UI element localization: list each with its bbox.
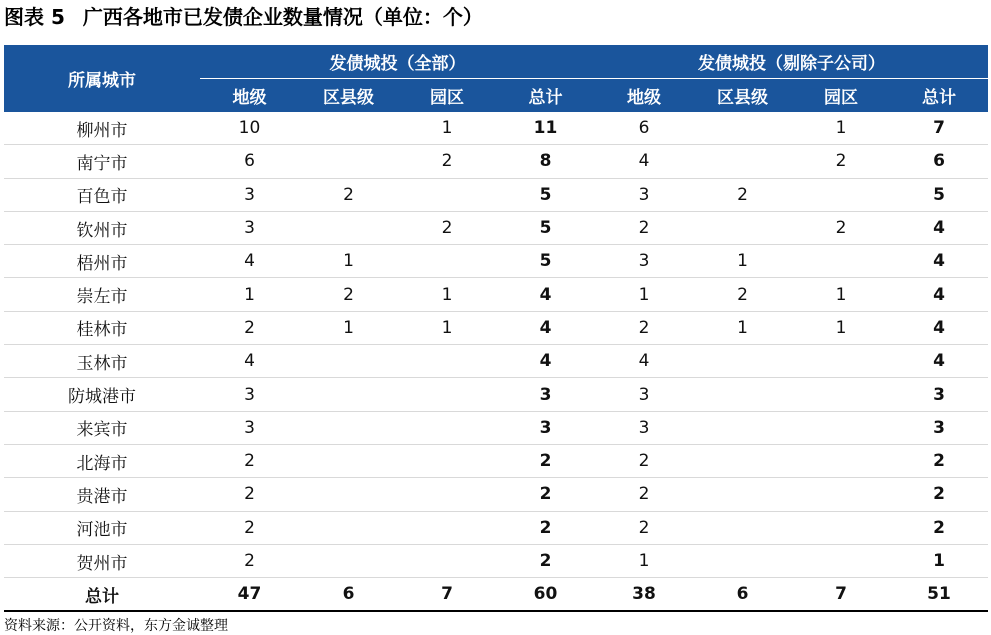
table-cell: 1 (398, 112, 496, 145)
table-cell (299, 112, 398, 145)
table-cell (693, 444, 792, 477)
table-cell (792, 444, 890, 477)
table-cell (299, 444, 398, 477)
table-cell: 4 (496, 311, 595, 344)
table-cell: 1 (398, 311, 496, 344)
table-cell: 4 (496, 278, 595, 311)
table-row (4, 211, 988, 244)
table-cell (693, 378, 792, 411)
figure-title-text: 广西各地市已发债企业数量情况（单位：个） (82, 5, 483, 29)
city-name: 崇左市 (4, 278, 200, 311)
table-cell: 2 (792, 145, 890, 178)
table-cell: 2 (890, 478, 988, 511)
table-cell (792, 411, 890, 444)
table-cell: 1 (693, 311, 792, 344)
table-cell: 3 (200, 178, 299, 211)
table-cell: 2 (398, 145, 496, 178)
table-cell: 6 (200, 145, 299, 178)
table-cell (693, 478, 792, 511)
table-cell: 2 (890, 444, 988, 477)
table-cell: 2 (299, 178, 398, 211)
table-row (4, 245, 988, 278)
total-cell: 7 (792, 578, 890, 612)
total-cell: 60 (496, 578, 595, 612)
table-cell: 3 (496, 411, 595, 444)
header-row-groups (4, 45, 988, 79)
table-cell: 2 (693, 178, 792, 211)
total-row (4, 578, 988, 612)
city-name: 桂林市 (4, 311, 200, 344)
table-cell: 6 (595, 112, 693, 145)
table-cell: 4 (890, 278, 988, 311)
table-cell: 2 (792, 211, 890, 244)
table-cell (693, 145, 792, 178)
group-header-excl-subsidiaries: 发债城投（剔除子公司） (595, 45, 988, 79)
table-cell: 2 (496, 444, 595, 477)
subheader-total: 总计 (890, 79, 988, 113)
table-cell: 3 (890, 411, 988, 444)
subheader-county: 区县级 (299, 79, 398, 113)
table-cell (398, 245, 496, 278)
subheader-county: 区县级 (693, 79, 792, 113)
table-cell (792, 544, 890, 577)
table-cell: 2 (693, 278, 792, 311)
table-cell (792, 245, 890, 278)
table-cell: 1 (299, 311, 398, 344)
table-cell: 2 (595, 211, 693, 244)
table-row (4, 178, 988, 211)
city-name: 百色市 (4, 178, 200, 211)
source-note: 资料来源：公开资料，东方金诚整理 (4, 618, 228, 634)
figure-title (4, 2, 483, 38)
table-cell: 4 (496, 345, 595, 378)
table-cell: 1 (299, 245, 398, 278)
table-cell: 2 (595, 511, 693, 544)
table-cell (299, 478, 398, 511)
table-cell: 1 (200, 278, 299, 311)
table-cell: 1 (792, 311, 890, 344)
city-name: 北海市 (4, 444, 200, 477)
table-cell: 5 (496, 211, 595, 244)
table-row (4, 378, 988, 411)
table-cell: 1 (595, 544, 693, 577)
city-name: 柳州市 (4, 112, 200, 145)
total-cell: 6 (693, 578, 792, 612)
table-cell: 1 (792, 112, 890, 145)
table-cell: 3 (200, 211, 299, 244)
city-column-header: 所属城市 (4, 45, 200, 112)
table-cell: 4 (200, 345, 299, 378)
total-cell: 6 (299, 578, 398, 612)
table-cell: 1 (693, 245, 792, 278)
subheader-prefecture: 地级 (595, 79, 693, 113)
table-cell (792, 478, 890, 511)
table-cell: 2 (595, 444, 693, 477)
table-cell (398, 178, 496, 211)
table-cell: 3 (890, 378, 988, 411)
table-cell (299, 145, 398, 178)
table-row (4, 345, 988, 378)
table-cell: 2 (595, 478, 693, 511)
figure-number: 图表 5 (4, 5, 65, 29)
table-cell: 4 (595, 145, 693, 178)
table-row (4, 478, 988, 511)
table-cell: 3 (595, 245, 693, 278)
table-row (4, 444, 988, 477)
total-cell: 47 (200, 578, 299, 612)
table-cell: 4 (890, 311, 988, 344)
total-cell: 51 (890, 578, 988, 612)
table-cell: 3 (200, 411, 299, 444)
table-cell: 4 (595, 345, 693, 378)
table-cell: 2 (299, 278, 398, 311)
city-bond-table (4, 45, 988, 612)
table-row (4, 311, 988, 344)
table-cell (398, 478, 496, 511)
total-cell: 7 (398, 578, 496, 612)
city-name: 南宁市 (4, 145, 200, 178)
city-name: 钦州市 (4, 211, 200, 244)
table-cell: 2 (496, 478, 595, 511)
table-cell: 5 (496, 245, 595, 278)
table-cell: 5 (890, 178, 988, 211)
table-cell: 2 (496, 511, 595, 544)
table-cell: 4 (890, 211, 988, 244)
subheader-total: 总计 (496, 79, 595, 113)
table-row (4, 112, 988, 145)
table-row (4, 145, 988, 178)
table-cell: 3 (595, 178, 693, 211)
table-cell (693, 544, 792, 577)
table-cell: 8 (496, 145, 595, 178)
table-cell: 3 (595, 378, 693, 411)
table-cell: 4 (890, 245, 988, 278)
table-cell: 3 (496, 378, 595, 411)
table-cell: 3 (595, 411, 693, 444)
table-cell: 4 (890, 345, 988, 378)
table-cell: 1 (792, 278, 890, 311)
table-cell (299, 411, 398, 444)
table-cell: 2 (398, 211, 496, 244)
table-cell (398, 345, 496, 378)
table-cell (398, 378, 496, 411)
table-cell: 2 (200, 478, 299, 511)
group-header-all: 发债城投（全部） (200, 45, 595, 79)
table-cell (693, 345, 792, 378)
city-name: 梧州市 (4, 245, 200, 278)
subheader-prefecture: 地级 (200, 79, 299, 113)
table-cell (792, 511, 890, 544)
city-name: 来宾市 (4, 411, 200, 444)
subheader-park: 园区 (398, 79, 496, 113)
table-cell (299, 211, 398, 244)
total-cell: 38 (595, 578, 693, 612)
table-cell (693, 211, 792, 244)
table-cell: 1 (890, 544, 988, 577)
table-cell: 2 (595, 311, 693, 344)
table-cell (792, 378, 890, 411)
table-cell: 5 (496, 178, 595, 211)
table-cell (398, 544, 496, 577)
city-name: 玉林市 (4, 345, 200, 378)
table-cell: 2 (200, 511, 299, 544)
table-cell: 2 (200, 444, 299, 477)
table-cell (693, 411, 792, 444)
subheader-park: 园区 (792, 79, 890, 113)
table-cell: 4 (200, 245, 299, 278)
table-cell: 2 (200, 311, 299, 344)
table-cell (299, 378, 398, 411)
table-cell (398, 411, 496, 444)
table-cell: 2 (200, 544, 299, 577)
table-row (4, 544, 988, 577)
city-name: 防城港市 (4, 378, 200, 411)
table-cell (693, 112, 792, 145)
table-cell: 1 (398, 278, 496, 311)
table-cell (299, 544, 398, 577)
table-cell: 11 (496, 112, 595, 145)
table-row (4, 511, 988, 544)
table-row (4, 411, 988, 444)
table-cell: 10 (200, 112, 299, 145)
table-cell: 6 (890, 145, 988, 178)
table-cell (398, 511, 496, 544)
table-cell (693, 511, 792, 544)
table-cell: 1 (595, 278, 693, 311)
table-cell (299, 511, 398, 544)
table-cell: 2 (496, 544, 595, 577)
table-cell (792, 345, 890, 378)
city-name: 河池市 (4, 511, 200, 544)
total-label: 总计 (4, 578, 200, 612)
table-cell: 2 (890, 511, 988, 544)
table-cell (299, 345, 398, 378)
table-cell (792, 178, 890, 211)
table-cell: 7 (890, 112, 988, 145)
city-name: 贵港市 (4, 478, 200, 511)
table-row (4, 278, 988, 311)
table-cell: 3 (200, 378, 299, 411)
table-cell (398, 444, 496, 477)
city-name: 贺州市 (4, 544, 200, 577)
